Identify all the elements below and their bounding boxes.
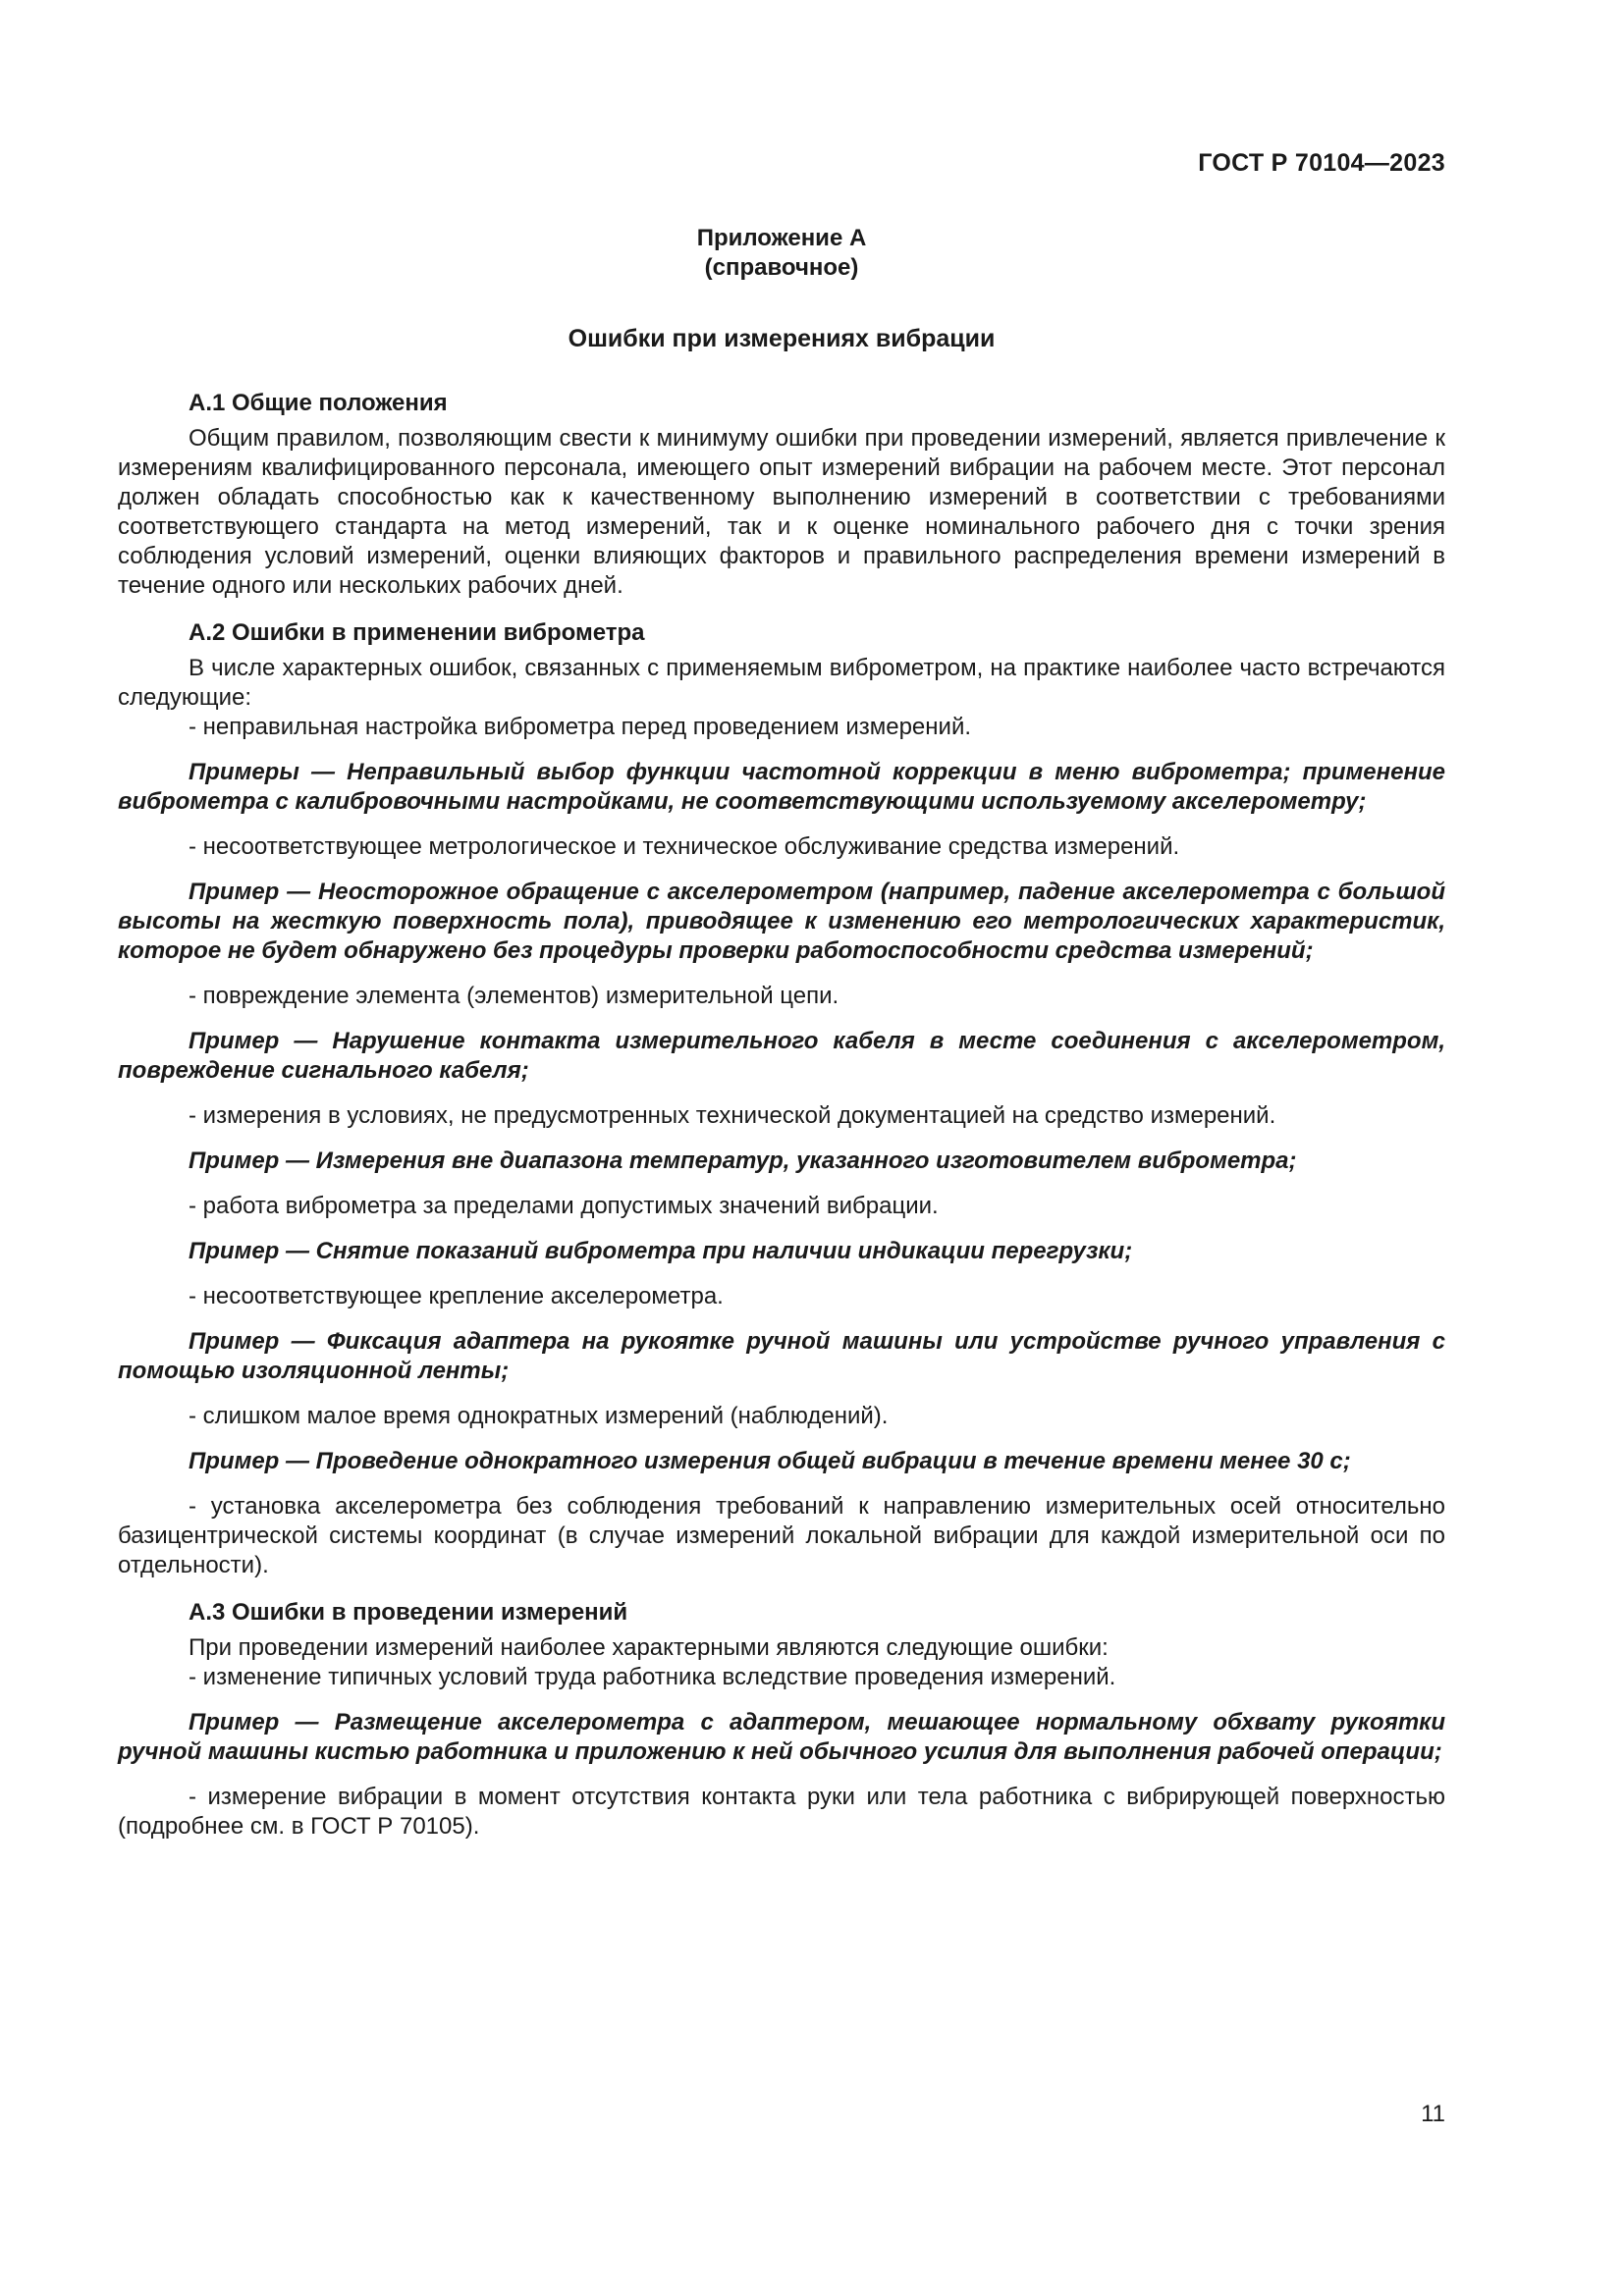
example-note: Пример — Неосторожное обращение с акселерометром (например, падение акселерометра с большой высоты на жесткую поверхность пола), приводящее к изменению его метрологических характеристик, которое не будет обнаружено без процедуры проверки работоспособности средства измерений; [118, 879, 1445, 964]
example-note: Пример — Измерения вне диапазона температур, указанного изготовителем виброметра; [189, 1148, 1297, 1174]
section-a1-heading: А.1 Общие положения [189, 390, 448, 416]
example-note: Пример — Размещение акселерометра с адаптером, мешающее нормальному обхвату рукоятки ручной машины кистью работника и приложению к ней обычного усилия для выполнения рабочей операции; [118, 1709, 1445, 1765]
annex-type: (справочное) [704, 254, 859, 281]
annex-heading: Ошибки при измерениях вибрации [568, 325, 996, 352]
example-note: Пример — Проведение однократного измерения общей вибрации в течение времени менее 30 с; [189, 1448, 1351, 1474]
list-item: - измерение вибрации в момент отсутствия контакта руки или тела работника с вибрирующей поверхностью (подробнее см. в ГОСТ Р 70105). [118, 1784, 1445, 1840]
section-a2-heading: А.2 Ошибки в применении виброметра [189, 619, 645, 646]
list-item: - работа виброметра за пределами допустимых значений вибрации. [189, 1193, 939, 1219]
example-note: Пример — Снятие показаний виброметра при наличии индикации перегрузки; [189, 1238, 1133, 1264]
list-item: - установка акселерометра без соблюдения требований к направлению измерительных осей относительно базицентрической системы координат (в случае измерений локальной вибрации для каждой измерительной оси по отдельности). [118, 1493, 1445, 1578]
list-item: - несоответствующее крепление акселерометра. [189, 1283, 724, 1309]
list-item: - изменение типичных условий труда работника вследствие проведения измерений. [189, 1664, 1116, 1690]
section-a2-intro: В числе характерных ошибок, связанных с применяемым виброметром, на практике наиболее часто встречаются следующие: [118, 655, 1445, 711]
list-item: - измерения в условиях, не предусмотренных технической документацией на средство измерений. [189, 1102, 1276, 1129]
section-a3-intro: При проведении измерений наиболее характерными являются следующие ошибки: [189, 1634, 1109, 1661]
section-a3-heading: А.3 Ошибки в проведении измерений [189, 1599, 628, 1626]
example-note: Пример — Фиксация адаптера на рукоятке ручной машины или устройстве ручного управления с помощью изоляционной ленты; [118, 1328, 1445, 1384]
document-body [118, 224, 1445, 1842]
annex-title: Приложение А [696, 225, 867, 251]
example-note: Пример — Нарушение контакта измерительного кабеля в месте соединения с акселерометром, повреждение сигнального кабеля; [118, 1028, 1445, 1084]
list-item: - несоответствующее метрологическое и техническое обслуживание средства измерений. [189, 833, 1180, 860]
list-item: - повреждение элемента (элементов) измерительной цепи. [189, 983, 839, 1009]
list-item: - слишком малое время однократных измерений (наблюдений). [189, 1403, 889, 1429]
section-a1-paragraph: Общим правилом, позволяющим свести к минимуму ошибки при проведении измерений, является привлечение к измерениям квалифицированного персонала, имеющего опыт измерений вибрации на рабочем месте. Этот персонал должен обладать способностью как к качественному выполнению измерений в соответствии с требованиями соответствующего стандарта на метод измерений, так и к оценке номинального рабочего дня с точки зрения соблюдения условий измерений, оценки влияющих факторов и правильного распределения времени измерений в течение одного или нескольких рабочих дней. [118, 425, 1445, 599]
example-note: Примеры — Неправильный выбор функции частотной коррекции в меню виброметра; применение виброметра с калибровочными настройками, не соответствующими используемому акселерометру; [118, 759, 1445, 815]
page-number: 11 [1421, 2101, 1445, 2127]
standard-id-header: ГОСТ Р 70104—2023 [1198, 149, 1445, 177]
list-item: - неправильная настройка виброметра перед проведением измерений. [189, 714, 972, 740]
